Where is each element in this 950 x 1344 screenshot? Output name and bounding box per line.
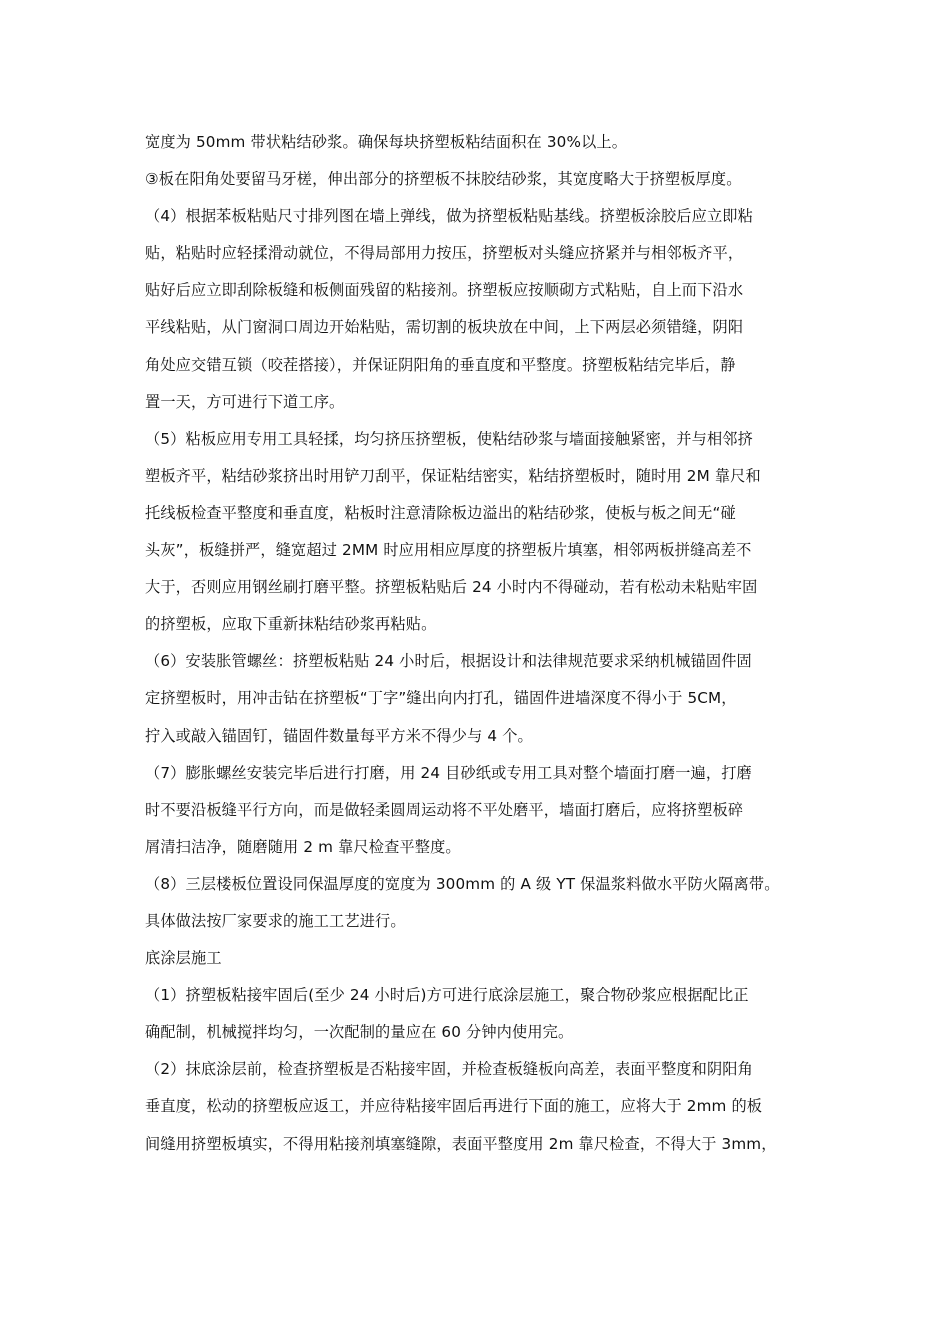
text-line: 头灰”，板缝拼严，缝宽超过 2MM 时应用相应厚度的挤塑板片填塞，相邻两板拼缝高差不: [145, 541, 752, 560]
text-line: （4）根据苯板粘贴尺寸排列图在墙上弹线，做为挤塑板粘贴基线。挤塑板涂胶后应立即粘: [145, 207, 753, 226]
text-line: （6）安装胀管螺丝：挤塑板粘贴 24 小时后，根据设计和法律规范要求采纳机械锚固件固: [145, 652, 752, 671]
text-line: 具体做法按厂家要求的施工工艺进行。: [145, 911, 406, 930]
text-line: 大于，否则应用钢丝刷打磨平整。挤塑板粘贴后 24 小时内不得碰动，若有松动未粘贴牢固: [145, 578, 758, 597]
text-line: 确配制，机械搅拌均匀，一次配制的量应在 60 分钟内使用完。: [145, 1023, 574, 1042]
text-line: 托线板检查平整度和垂直度，粘板时注意清除板边溢出的粘结砂浆，使板与板之间无“碰: [145, 503, 736, 522]
text-line: 拧入或敲入锚固钉，锚固件数量每平方米不得少与 4 个。: [145, 726, 533, 745]
text-line: 平线粘贴，从门窗洞口周边开始粘贴，需切割的板块放在中间，上下两层必须错缝，阴阳: [145, 318, 744, 337]
text-line: （1）挤塑板粘接牢固后(至少 24 小时后)方可进行底涂层施工，聚合物砂浆应根据配比正: [145, 986, 749, 1005]
text-line: 时不要沿板缝平行方向，而是做轻柔圆周运动将不平处磨平，墙面打磨后，应将挤塑板碎: [145, 800, 744, 819]
text-line: 间缝用挤塑板填实，不得用粘接剂填塞缝隙，表面平整度用 2m 靠尺检查，不得大于 3mm，: [145, 1134, 777, 1153]
text-line: 置一天，方可进行下道工序。: [145, 392, 345, 411]
text-line: 的挤塑板，应取下重新抹粘结砂浆再粘贴。: [145, 615, 437, 634]
text-line: 屑清扫洁净，随磨随用 2 m 靠尺检查平整度。: [145, 837, 461, 856]
text-line: ③板在阳角处要留马牙槎，伸出部分的挤塑板不抹胶结砂浆，其宽度略大于挤塑板厚度。: [145, 170, 742, 189]
text-line: 定挤塑板时，用冲击钻在挤塑板“丁字”缝出向内打孔，锚固件进墙深度不得小于 5CM，: [145, 689, 737, 708]
text-line: 宽度为 50mm 带状粘结砂浆。确保每块挤塑板粘结面积在 30%以上。: [145, 133, 628, 151]
text-line: 贴好后应立即刮除板缝和板侧面残留的粘接剂。挤塑板应按顺砌方式粘贴，自上而下沿水: [145, 281, 744, 300]
section-heading: 底涂层施工: [145, 949, 222, 968]
text-line: 塑板齐平，粘结砂浆挤出时用铲刀刮平，保证粘结密实，粘结挤塑板时，随时用 2M 靠尺和: [145, 466, 761, 485]
text-line: （7）膨胀螺丝安装完毕后进行打磨，用 24 目砂纸或专用工具对整个墙面打磨一遍，打磨: [145, 763, 752, 782]
text-line: 垂直度，松动的挤塑板应返工，并应待粘接牢固后再进行下面的施工，应将大于 2mm 的板: [145, 1097, 763, 1116]
text-line: 角处应交错互锁（咬茬搭接），并保证阴阳角的垂直度和平整度。挤塑板粘结完毕后，静: [145, 355, 736, 374]
text-line: 贴，粘贴时应轻揉滑动就位，不得局部用力按压，挤塑板对头缝应挤紧并与相邻板齐平，: [145, 244, 744, 263]
text-line: （2）抹底涂层前，检查挤塑板是否粘接牢固，并检查板缝板向高差，表面平整度和阴阳角: [145, 1060, 753, 1079]
document-body: [145, 124, 810, 1163]
text-line: （5）粘板应用专用工具轻揉，均匀挤压挤塑板，使粘结砂浆与墙面接触紧密，并与相邻挤: [145, 429, 753, 448]
text-line: （8）三层楼板位置设同保温厚度的宽度为 300mm 的 A 级 YT 保温浆料做水平防火隔离带。: [145, 874, 780, 893]
